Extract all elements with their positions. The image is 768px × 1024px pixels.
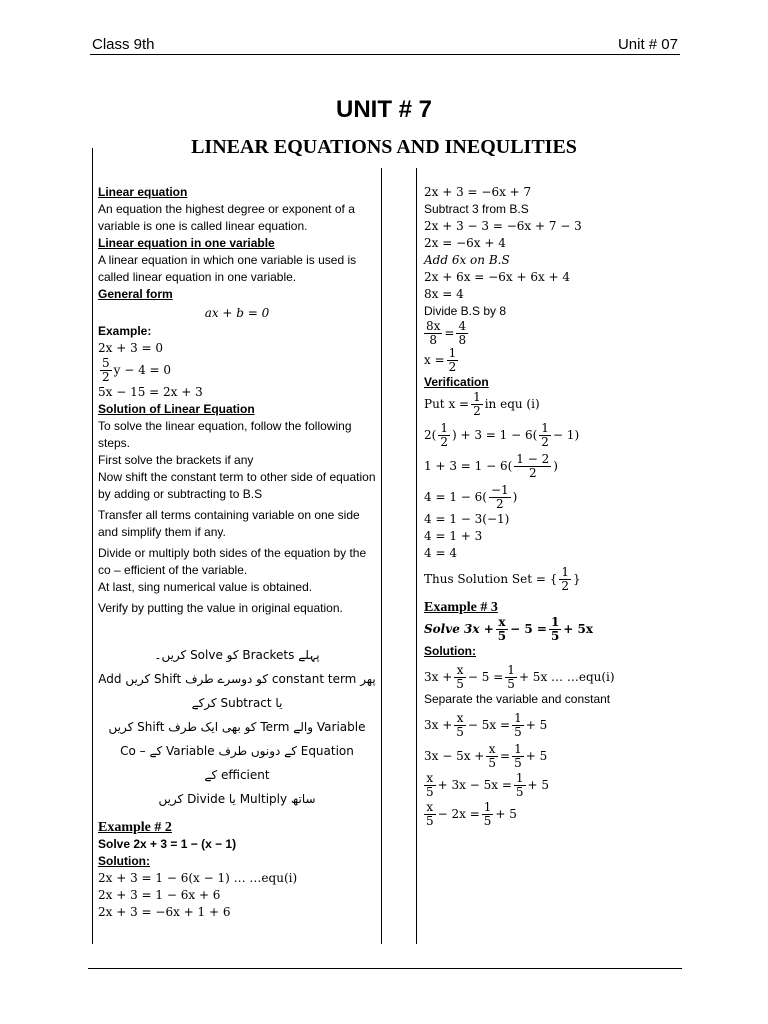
step-5: Divide or multiply both sides of the equation by the co – efficient of the variable. [98,546,367,577]
example-2-step-3: 2x + 3 = −6x + 1 + 6 [98,905,231,919]
example-3-step-4: $\frac{x}{5}$ + 3x − 5x = $\frac{1}{5}$ + 5 [426,771,550,799]
header-divider [90,54,680,55]
work-line-1: 2x + 3 = −6x + 7 [424,185,532,199]
solution-set: Thus Solution Set = { $\frac{1}{2}$ } [424,565,581,593]
verification-step-4: 4 = 1 − 3(−1) [424,512,510,526]
step-4: Transfer all terms containing variable on one side and simplify them if any. [98,508,360,539]
verification-step-5: 4 = 1 + 3 [424,529,483,543]
verification-step-1: 2( $\frac{1}{2}$ ) + 3 = 1 − 6( $\frac{1}{2}$ − 1) [424,421,580,449]
example-3-problem: Solve 3x + $\frac{x}{5}$ − 5 = $\frac{1}{5}$ + 5x [424,615,594,643]
step-1: To solve the linear equation, follow the following steps. [98,419,352,450]
work-line-2: Subtract 3 from B.S [424,202,529,216]
step-6: At last, sing numerical value is obtained. [98,580,313,594]
example-3-solution-label: Solution: [424,644,476,658]
left-column [98,184,376,921]
urdu-line-5: ساتھ Multiply یا Divide کریں [158,792,316,806]
work-line-3: 2x + 3 − 3 = −6x + 7 − 3 [424,219,582,233]
example-2-heading: Example # 2 [98,820,172,835]
urdu-line-3: Variable والے Term کو بھی ایک طرف Shift کریں [108,720,366,734]
column-divider-left [381,168,382,944]
work-line-6: 2x + 6x = −6x + 6x + 4 [424,270,571,284]
urdu-line-1: پہلے Brackets کو Solve کریں۔ [154,648,320,662]
example-3-step-2: 3x + $\frac{x}{5}$ − 5x = $\frac{1}{5}$ + 5 [424,711,548,739]
verification-put: Put x = $\frac{1}{2}$ in equ (i) [424,390,540,418]
work-line-8: Divide B.S by 8 [424,304,507,318]
verification-step-3: 4 = 1 − 6( $\frac{-1}{2}$ ) [424,483,518,511]
work-line-10: x = $\frac{1}{2}$ [424,346,457,374]
work-line-5: Add 6x on B.S [424,253,510,267]
example-2-problem: Solve 2x + 3 = 1 − (x − 1) [98,837,237,851]
right-column [424,184,684,828]
work-line-4: 2x = −6x + 4 [424,236,506,250]
page-title: UNIT # 7 [335,96,433,123]
example-2-solution-label: Solution: [98,854,150,868]
chapter-title: LINEAR EQUATIONS AND INEQULITIES [191,136,577,158]
left-border [92,148,93,944]
solution-heading: Solution of Linear Equation [98,402,255,416]
example-heading: Example: [98,324,152,338]
example-2-step-1: 2x + 3 = 1 − 6(x − 1) … …equ(i) [98,871,298,885]
linear-equation-definition: An equation the highest degree or exponent of a variable is one is called linear equation. [98,202,355,233]
work-line-9: $\frac{8x}{8}$ = $\frac{4}{8}$ [426,319,467,347]
verification-step-2: 1 + 3 = 1 − 6( $\frac{1 - 2}{2}$ ) [424,452,558,480]
step-7: Verify by putting the value in original equation. [98,601,343,615]
example-equation-1: 2x + 3 = 0 [98,341,164,355]
one-variable-heading: Linear equation in one variable [98,236,275,250]
example-3-heading: Example # 3 [424,600,498,615]
urdu-line-2: پھر constant term کو دوسرے طرف Shift کریں Add یا Subtract کرکے [98,672,376,710]
footer-divider [88,968,682,969]
header-class: Class 9th [92,36,155,53]
general-form-heading: General form [98,287,173,301]
urdu-line-4: Equation کے دونوں طرف Variable کے Co – efficient کے [120,744,354,782]
example-equation-2: $\frac{5}{2}$ y − 4 = 0 [102,356,172,384]
step-2: First solve the brackets if any [98,453,254,467]
general-form-equation: ax + b = 0 [204,306,270,320]
example-2-step-2: 2x + 3 = 1 − 6x + 6 [98,888,221,902]
example-3-step-1: 3x + $\frac{x}{5}$ − 5 = $\frac{1}{5}$ + 5x … …equ(i) [424,663,615,691]
separate-note: Separate the variable and constant [424,692,611,706]
column-divider-right [416,168,417,944]
linear-equation-heading: Linear equation [98,185,188,199]
header-unit: Unit # 07 [617,36,678,53]
urdu-steps [98,643,376,811]
example-3-step-3: 3x − 5x + $\frac{x}{5}$ = $\frac{1}{5}$ + 5 [424,742,548,770]
verification-heading: Verification [424,375,489,389]
example-3-step-5: $\frac{x}{5}$ − 2x = $\frac{1}{5}$ + 5 [426,800,517,828]
verification-step-6: 4 = 4 [424,546,457,560]
one-variable-definition: A linear equation in which one variable is used is called linear equation in one variable. [98,253,357,284]
work-line-7: 8x = 4 [424,287,464,301]
example-equation-3: 5x − 15 = 2x + 3 [98,385,203,399]
step-3: Now shift the constant term to other side of equation by adding or subtracting to B.S [98,470,376,501]
